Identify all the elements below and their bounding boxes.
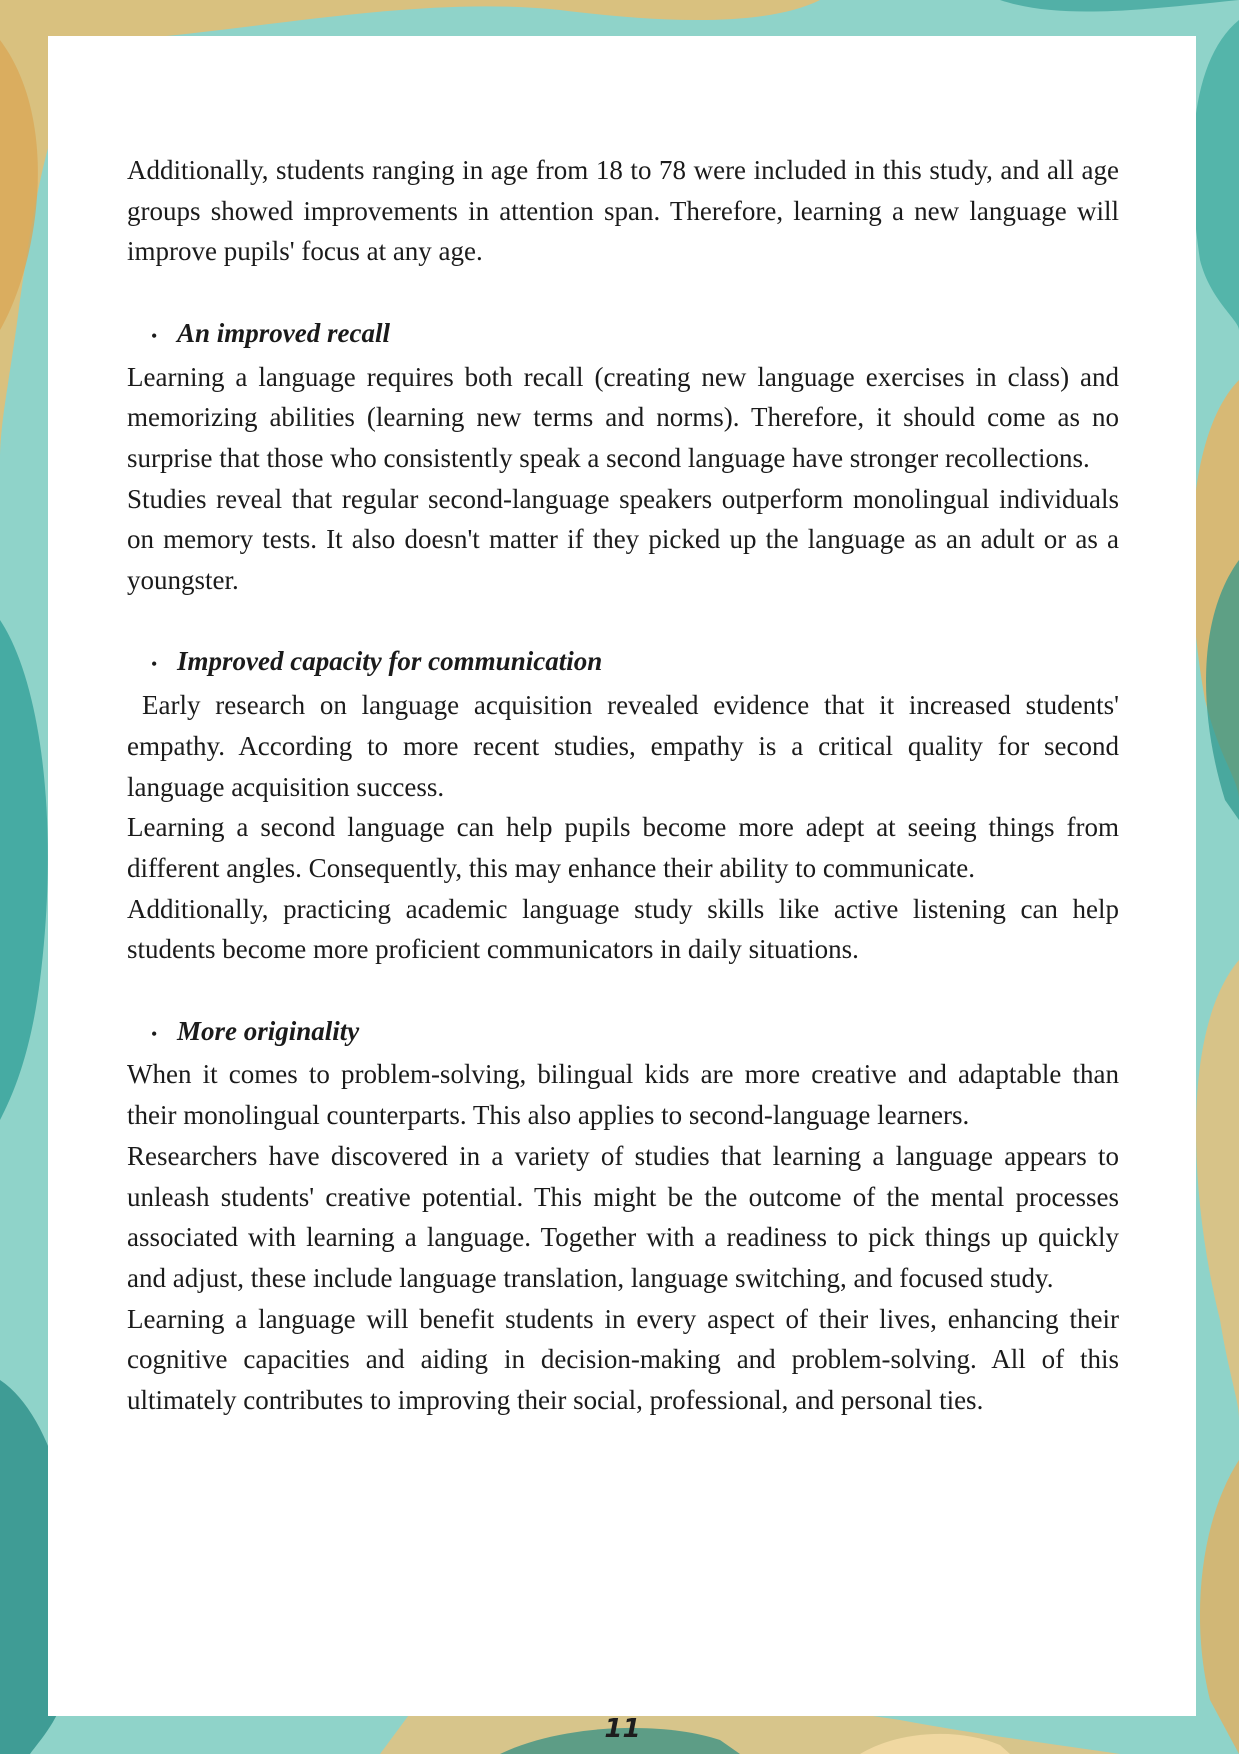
section-heading-text: More originality	[177, 1015, 360, 1046]
paragraph: Studies reveal that regular second-language speakers outperform monolingual individuals on memory tests. It also doesn't matter if they picked up the language as an adult or as a youngster.	[127, 483, 1119, 596]
bullet-icon: •	[151, 1023, 158, 1044]
paragraph: Early research on language acquisition revealed evidence that it increased students' empathy. According to more recent studies, empathy is a critical quality for second language acquisition success.	[127, 690, 1119, 802]
bullet-icon: •	[151, 325, 158, 346]
section-heading-text: An improved recall	[177, 317, 390, 348]
paragraph: Learning a language requires both recall (creating new language exercises in class) and memorizing abilities (learning new terms and norms). Therefore, it should come as no surprise that those who consistently speak a second language have stronger recollections.	[127, 361, 1119, 473]
document-body	[127, 150, 1119, 1421]
paragraph: Additionally, students ranging in age from 18 to 78 were included in this study, and all age groups showed improvements in attention span. Therefore, learning a new language will improve pupils' focus at any age.	[127, 155, 1119, 267]
bullet-icon: •	[151, 654, 158, 675]
paragraph: Researchers have discovered in a variety of studies that learning a language appears to unleash students' creative potential. This might be the outcome of the mental processes associated with learning a language. Together with a readiness to pick things up quickly and adjust, these include language translation, language switching, and focused study.	[127, 1140, 1119, 1293]
document-page	[48, 36, 1196, 1716]
paragraph: Additionally, practicing academic language study skills like active listening can help students become more proficient communicators in daily situations.	[127, 893, 1119, 965]
section-heading	[127, 313, 1119, 357]
paragraph: Learning a second language can help pupils become more adept at seeing things from different angles. Consequently, this may enhance their ability to communicate.	[127, 812, 1119, 883]
section-heading	[127, 641, 1119, 685]
paragraph: When it comes to problem-solving, bilingual kids are more creative and adaptable than their monolingual counterparts. This also applies to second-language learners.	[127, 1059, 1119, 1131]
section-spacer	[127, 970, 1119, 1011]
section-heading	[127, 1011, 1119, 1055]
paragraph: Learning a language will benefit students in every aspect of their lives, enhancing their cognitive capacities and aiding in decision-making and problem-solving. All of this ultimately contributes to improving their social, professional, and personal ties.	[127, 1303, 1119, 1416]
section-spacer	[127, 601, 1119, 642]
section-spacer	[127, 272, 1119, 313]
section-heading-text: Improved capacity for communication	[177, 646, 603, 677]
page-number: 11	[604, 1714, 641, 1744]
